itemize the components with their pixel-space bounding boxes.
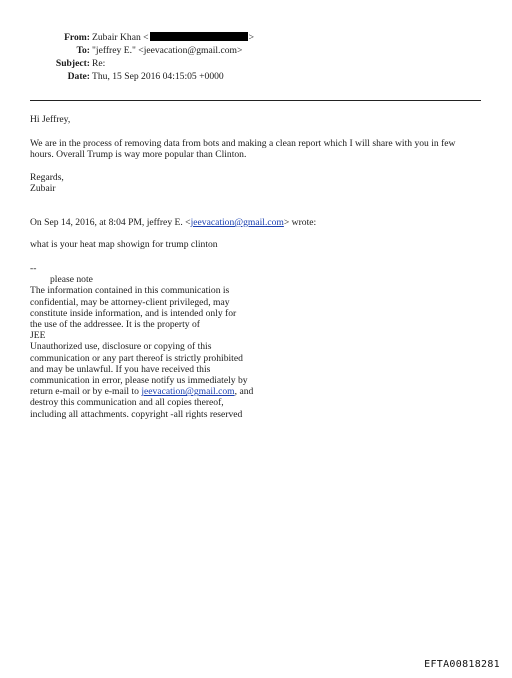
disclaimer-email-suffix: , and bbox=[234, 386, 254, 398]
to-row bbox=[30, 45, 490, 58]
question-text: what is your heat map showign for trump clinton bbox=[30, 239, 218, 250]
from-label: From: bbox=[64, 32, 90, 43]
signature-dashes: -- bbox=[30, 263, 37, 274]
quote-intro-prefix: On Sep 14, 2016, at 8:04 PM, jeffrey E. < bbox=[30, 217, 191, 228]
signature-text: Zubair bbox=[30, 183, 56, 195]
from-value bbox=[92, 32, 254, 43]
date-value: Thu, 15 Sep 2016 04:15:05 +0000 bbox=[92, 71, 224, 82]
bates-number: EFTA00818281 bbox=[424, 658, 500, 670]
quoted-question bbox=[30, 239, 485, 250]
disclaimer bbox=[30, 263, 485, 420]
closing-text: Regards, bbox=[30, 172, 64, 183]
disclaimer-email-link[interactable]: jeevacation@gmail.com bbox=[141, 386, 235, 398]
from-close: > bbox=[248, 32, 254, 43]
paragraph-line: hours. Overall Trump is way more popular than Clinton. bbox=[30, 149, 247, 161]
subject-row bbox=[30, 58, 490, 71]
quote-intro-suffix: > wrote: bbox=[283, 217, 317, 228]
message-paragraph bbox=[30, 138, 485, 160]
disclaimer-line: confidential, may be attorney-client privileged, may bbox=[30, 296, 230, 308]
disclaimer-line: communication in error, please notify us immediately by bbox=[30, 375, 248, 387]
disclaimer-line: The information contained in this communication is bbox=[30, 285, 230, 297]
subject-label: Subject: bbox=[55, 58, 90, 69]
disclaimer-line: please note bbox=[50, 274, 93, 286]
from-row bbox=[30, 32, 490, 45]
disclaimer-line: destroy this communication and all copies thereof, bbox=[30, 397, 224, 409]
date-label: Date: bbox=[67, 71, 90, 82]
to-label: To: bbox=[76, 45, 90, 56]
header-divider bbox=[30, 100, 481, 101]
disclaimer-line: constitute inside information, and is intended only for bbox=[30, 307, 237, 319]
disclaimer-line: Unauthorized use, disclosure or copying of this bbox=[30, 341, 212, 353]
paragraph-line: We are in the process of removing data from bots and making a clean report which I will share with you in few bbox=[30, 138, 456, 149]
disclaimer-email-line bbox=[30, 386, 485, 397]
quote-email-link[interactable]: jeevacation@gmail.com bbox=[190, 217, 284, 228]
to-value: "jeffrey E." <jeevacation@gmail.com> bbox=[92, 45, 243, 56]
redaction-bar bbox=[150, 32, 248, 41]
disclaimer-line: communication or any part thereof is strictly prohibited bbox=[30, 352, 243, 364]
subject-value: Re: bbox=[92, 58, 106, 69]
date-row bbox=[30, 71, 490, 84]
greeting-text: Hi Jeffrey, bbox=[30, 114, 71, 125]
disclaimer-line: JEE bbox=[30, 330, 46, 342]
from-name: Zubair Khan < bbox=[92, 32, 149, 43]
quote-intro bbox=[30, 217, 485, 228]
greeting bbox=[30, 114, 485, 125]
quote-intro-line bbox=[30, 217, 485, 228]
disclaimer-line: including all attachments. copyright -all rights reserved bbox=[30, 408, 243, 420]
email-header bbox=[30, 32, 490, 84]
disclaimer-line: the use of the addressee. It is the property of bbox=[30, 319, 200, 331]
disclaimer-email-prefix: return e-mail or by e-mail to bbox=[30, 386, 142, 398]
signoff bbox=[30, 172, 485, 194]
disclaimer-line: and may be unlawful. If you have received this bbox=[30, 363, 211, 375]
